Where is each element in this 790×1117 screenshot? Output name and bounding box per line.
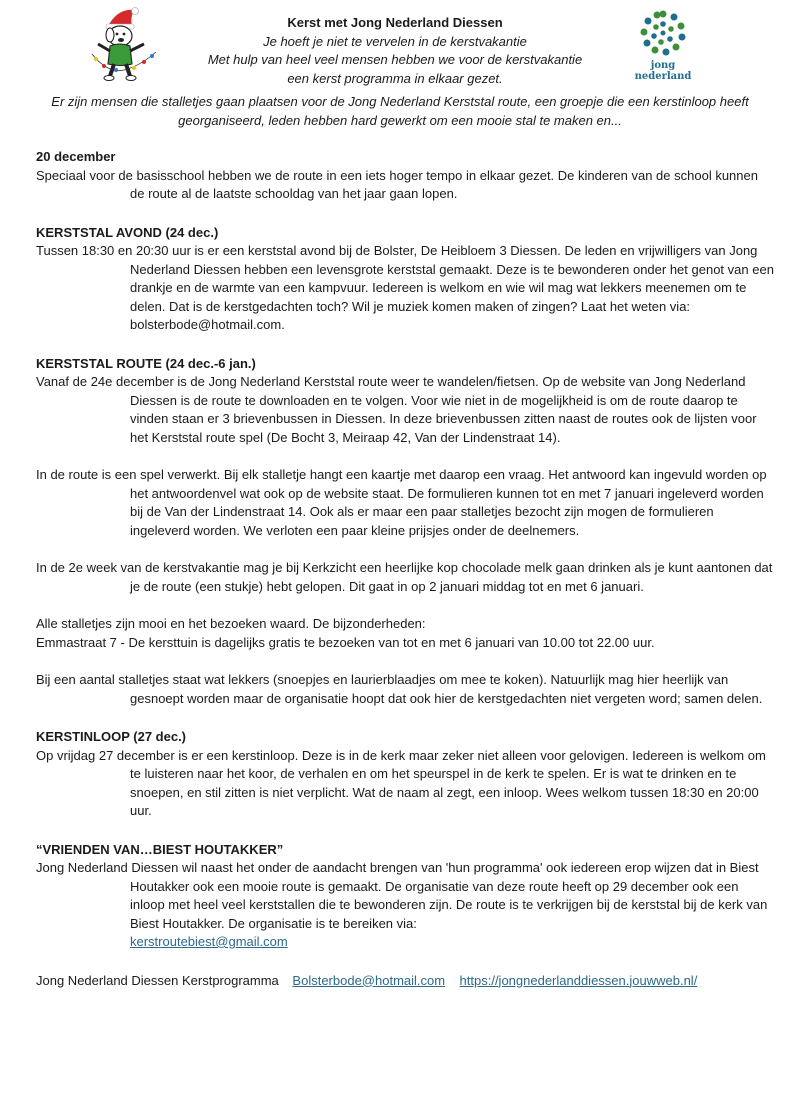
section-title-kerststal-route: KERSTSTAL ROUTE (24 dec.-6 jan.): [36, 355, 256, 371]
footer-email-link[interactable]: Bolsterbode@hotmail.com: [292, 972, 446, 988]
paragraph: Op vrijdag 27 december is er een kerstinloop. Deze is in de kerk maar zeker niet alleen voor gelovigen. Iedereen is welkom om te luisteren naar het koor, de verhalen en om het speurspel in de kerk te spelen. Er is wat te drinken en te snoepen, en stil zitten is niet verplicht. Wat de naam al zegt, een inloop. Wees welkom tussen 18:30 en 20:00 uur.: [36, 747, 766, 818]
paragraph: In de route is een spel verwerkt. Bij elk stalletje hangt een kaartje met daarop een vraag. Het antwoord kan ingevuld worden op het antwoordenvel wat ook op de website staat. De formulieren kunnen tot en met 7 januari ingeleverd worden bij de Van der Lindenstraat 14. Ook als er maar een paar stalletjes bezocht zijn mogen de formulieren ingeleverd worden. We verloten een paar kleine prijsjes onder de deelnemers.: [36, 467, 767, 538]
paragraph: In de 2e week van de kerstvakantie mag je bij Kerkzicht een heerlijke kop chocolade melk gaan drinken als je kunt aantonen dat je de route (een stukje) hebt gelopen. Dit gaat in op 2 januari middag tot en met 6 januari.: [36, 560, 773, 594]
footer: [36, 972, 776, 991]
header: [160, 14, 630, 88]
christmas-dog-logo: [88, 4, 160, 84]
document-title: Kerst met Jong Nederland Diessen: [287, 15, 503, 30]
header-line-3: een kerst programma in elkaar gezet.: [287, 70, 503, 86]
paragraph: Bij een aantal stalletjes staat wat lekkers (snoepjes en laurierblaadjes om mee te koken). Natuurlijk mag hier heerlijk van gesnoept worden maar de organisatie hoopt dat ook hier de kerstgedachten niet vergeten word; samen delen.: [36, 672, 763, 706]
paragraph: Alle stalletjes zijn mooi en het bezoeken waard. De bijzonderheden:: [36, 616, 426, 631]
paragraph: Jong Nederland Diessen wil naast het onder de aandacht brengen van 'hun programma' ook iedereen erop wijzen dat in Biest Houtakker ook een mooie route is gemaakt. De organisatie van deze route heeft op 29 december ook een inloop met heel veel kerststallen die te bewonderen zijn. De route is te verkrijgen bij de kerststal bij de kerk van Biest Houtakker. De organisatie is te bereiken via: kerstroutebiest@gmail.com: [36, 860, 768, 949]
header-line-2: Met hulp van heel veel mensen hebben we voor de kerstvakantie: [207, 52, 583, 67]
footer-website-link[interactable]: https://jongnederlanddiessen.jouwweb.nl/: [459, 972, 698, 988]
logo-text: jong nederland: [634, 60, 692, 82]
jong-nederland-logo: [630, 8, 696, 88]
jong-nederland-emblem-icon: [630, 8, 696, 60]
section-title-vrienden-van: “VRIENDEN VAN…BIEST HOUTAKKER”: [36, 841, 284, 857]
section-title-dec20: 20 december: [36, 149, 116, 164]
footer-label: Jong Nederland Diessen Kerstprogramma: [36, 972, 279, 988]
paragraph: Speciaal voor de basisschool hebben we de route in een iets hoger tempo in elkaar gezet. De kinderen van de school kunnen de route al de laatste schooldag van het jaar gaan lopen.: [36, 167, 758, 201]
paragraph: Emmastraat 7 - De kersttuin is dagelijks gratis te bezoeken van tot en met 6 januari van 10.00 tot 22.00 uur.: [36, 634, 655, 650]
section-title-kerstinloop: KERSTINLOOP (27 dec.): [36, 729, 187, 744]
intro-text: Er zijn mensen die stalletjes gaan plaatsen voor de Jong Nederland Kerststal route, een groepje die een kerstinloop heeft georganiseerd, leden hebben hard gewerkt om een mooie stal te maken en...: [51, 94, 749, 128]
paragraph: Tussen 18:30 en 20:30 uur is er een kerststal avond bij de Bolster, De Heibloem 3 Diessen. De leden en vrijwilligers van Jong Nederland Diessen hebben een levensgrote kerststal gemaakt. Deze is te bewonderen onder het genot van een drankje en de warmte van een kampvuur. Iedereen is welkom en wie wil mag wat lekkers meenemen om te delen. Dat is de kerstgedachten toch? Wil je muziek komen maken of zingen? Laat het weten via: bolsterbode@hotmail.com.: [36, 243, 774, 332]
kerstroute-email-link[interactable]: kerstroutebiest@gmail.com: [130, 934, 288, 949]
main-content: [36, 148, 776, 990]
section-title-kerststal-avond: KERSTSTAL AVOND (24 dec.): [36, 224, 219, 240]
paragraph: Vanaf de 24e december is de Jong Nederland Kerststal route weer te wandelen/fietsen. Op de website van Jong Nederland Diessen is de route te downloaden en te volgen. Voor wie niet in de mogelijkheid is om de route daarop te vinden staan er 3 brievenbussen in Diessen. In deze brievenbussen zitten naast de routes ook de lijsten voor het Kerststal route spel (De Bocht 3, Meiraap 42, Van der Lindenstraat 14).: [36, 374, 757, 445]
header-line-1: Je hoeft je niet te vervelen in de kerstvakantie: [263, 33, 527, 49]
